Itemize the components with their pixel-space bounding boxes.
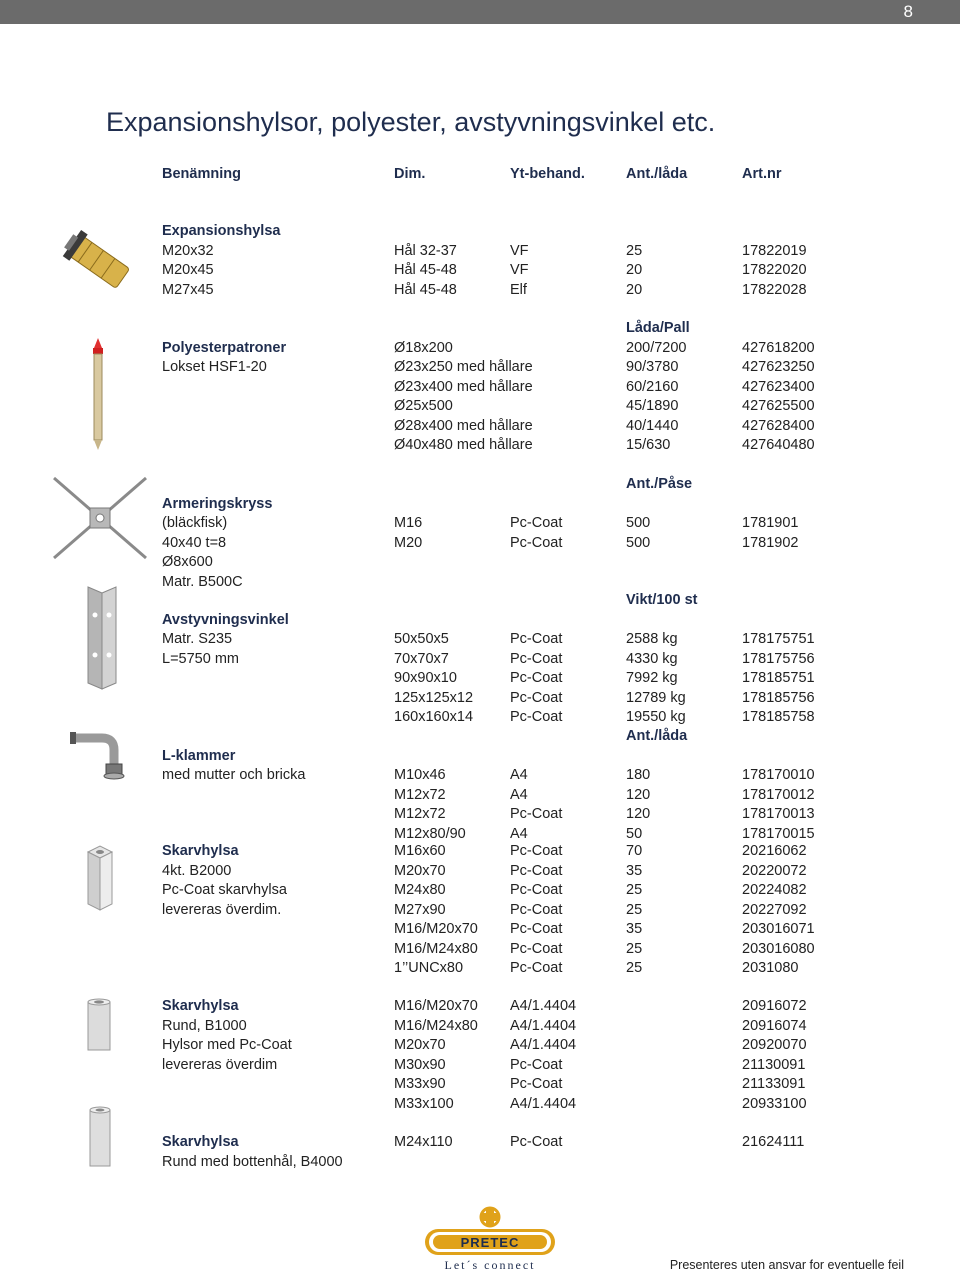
surface-cell: A4 <box>510 786 528 803</box>
dimension-cell: M20x70 <box>394 862 446 879</box>
product-name: Polyesterpatroner <box>162 339 287 356</box>
article-number-cell: 178170010 <box>742 767 815 783</box>
dimension-cell: M24x110 <box>394 1134 453 1150</box>
quantity-cell: 25 <box>626 940 643 957</box>
quantity-cell: 50 <box>626 825 643 842</box>
article-number-cell: 20227092 <box>742 901 807 918</box>
dimension-cell: M16x60 <box>394 843 446 859</box>
surface-cell: Pc-Coat <box>510 709 563 725</box>
article-number-cell: 427618200 <box>742 339 815 356</box>
quantity-cell: 200/7200 <box>626 339 687 356</box>
dimension-cell: 160x160x14 <box>394 709 474 725</box>
article-number-cell: 20216062 <box>742 843 807 859</box>
surface-cell: Pc-Coat <box>510 862 563 879</box>
article-number-cell: 20220072 <box>742 862 807 879</box>
dimension-cell: M20x70 <box>394 1037 446 1053</box>
dimension-cell: M20 <box>394 534 423 551</box>
surface-cell: Pc-Coat <box>510 515 563 531</box>
dimension-cell: Ø18x200 <box>394 339 453 356</box>
product-description: Hylsor med Pc-Coat <box>162 1037 292 1053</box>
l-clamp-image <box>68 726 130 780</box>
quantity-cell: 40/1440 <box>626 417 679 434</box>
dimension-cell: M27x90 <box>394 901 446 918</box>
quantity-cell: 25 <box>626 242 643 259</box>
quantity-cell: 120 <box>626 806 651 822</box>
surface-cell: A4 <box>510 767 528 783</box>
product-description: Matr. B500C <box>162 573 243 590</box>
round-sleeve-image <box>84 998 114 1054</box>
dimension-cell: Ø25x500 <box>394 398 453 414</box>
article-number-cell: 20920070 <box>742 1037 807 1053</box>
quantity-cell: 35 <box>626 921 643 937</box>
surface-cell: VF <box>510 242 529 259</box>
dimension-cell: M16/M24x80 <box>394 1017 478 1034</box>
stiffening-angle-image <box>84 585 120 691</box>
product-description: 40x40 t=8 <box>162 534 227 551</box>
product-description: Rund, B1000 <box>162 1017 247 1034</box>
product-description: Ø8x600 <box>162 554 213 570</box>
article-number-cell: 178170013 <box>742 806 815 822</box>
surface-cell: Pc-Coat <box>510 940 563 957</box>
quantity-cell: 20 <box>626 262 643 278</box>
section-subheader: Låda/Pall <box>626 320 690 336</box>
dimension-cell: 70x70x7 <box>394 650 449 667</box>
product-description: M27x45 <box>162 281 214 298</box>
quantity-cell: 500 <box>626 534 651 551</box>
article-number-cell: 17822020 <box>742 262 807 278</box>
header-article-number: Art.nr <box>742 166 782 182</box>
product-description: levereras överdim <box>162 1056 278 1073</box>
article-number-cell: 427628400 <box>742 417 815 434</box>
dimension-cell: M10x46 <box>394 767 446 783</box>
dimension-cell: Ø23x250 med hållare <box>394 359 533 375</box>
quantity-cell: 15/630 <box>626 437 671 453</box>
product-name: Skarvhylsa <box>162 843 239 859</box>
surface-cell: A4/1.4404 <box>510 998 577 1014</box>
quantity-cell: 500 <box>626 515 651 531</box>
square-sleeve-image <box>84 844 116 914</box>
quantity-cell: 25 <box>626 882 643 898</box>
quantity-cell: 35 <box>626 862 643 879</box>
surface-cell: Pc-Coat <box>510 806 563 822</box>
dimension-cell: M16/M20x70 <box>394 921 478 937</box>
dimension-cell: 1’’UNCx80 <box>394 960 464 976</box>
dimension-cell: M12x80/90 <box>394 825 466 842</box>
dimension-cell: M33x100 <box>394 1095 454 1112</box>
article-number-cell: 1781902 <box>742 534 799 551</box>
surface-cell: A4/1.4404 <box>510 1017 577 1034</box>
surface-cell: Pc-Coat <box>510 1076 563 1092</box>
dimension-cell: 125x125x12 <box>394 689 474 706</box>
article-number-cell: 21133091 <box>742 1076 806 1092</box>
article-number-cell: 178185751 <box>742 670 815 686</box>
product-description: Lokset HSF1-20 <box>162 359 267 375</box>
quantity-cell: 45/1890 <box>626 398 679 414</box>
product-description: Rund med bottenhål, B4000 <box>162 1153 343 1170</box>
article-number-cell: 178175756 <box>742 650 815 667</box>
product-description: Pc-Coat skarvhylsa <box>162 882 287 898</box>
article-number-cell: 20916074 <box>742 1017 807 1034</box>
product-name: L-klammer <box>162 747 236 764</box>
product-name: Expansionshylsa <box>162 223 281 239</box>
article-number-cell: 178185758 <box>742 709 815 725</box>
article-number-cell: 178175751 <box>742 631 815 647</box>
article-number-cell: 427623250 <box>742 359 815 375</box>
article-number-cell: 21624111 <box>742 1134 805 1150</box>
product-description: M20x45 <box>162 262 214 278</box>
dimension-cell: M24x80 <box>394 882 446 898</box>
bottom-hole-sleeve-image <box>86 1106 114 1170</box>
surface-cell: Pc-Coat <box>510 901 563 918</box>
top-bar <box>0 0 960 24</box>
dimension-cell: M16/M24x80 <box>394 940 478 957</box>
dimension-cell: Hål 45-48 <box>394 281 457 298</box>
surface-cell: Pc-Coat <box>510 843 563 859</box>
header-quantity: Ant./låda <box>626 166 688 182</box>
article-number-cell: 427640480 <box>742 437 815 453</box>
product-name: Avstyvningsvinkel <box>162 611 289 628</box>
page-number: 8 <box>903 2 913 21</box>
product-description: med mutter och bricka <box>162 767 306 783</box>
surface-cell: Pc-Coat <box>510 650 563 667</box>
article-number-cell: 203016080 <box>742 940 815 957</box>
surface-cell: Pc-Coat <box>510 689 563 706</box>
article-number-cell: 2031080 <box>742 960 799 976</box>
dimension-cell: M33x90 <box>394 1076 446 1092</box>
expansion-sleeve-image <box>60 226 138 298</box>
section-subheader: Ant./låda <box>626 728 688 744</box>
surface-cell: A4/1.4404 <box>510 1095 577 1112</box>
footer-disclaimer: Presenteres uten ansvar for eventuelle feil <box>669 1258 904 1272</box>
surface-cell: Pc-Coat <box>510 1134 563 1150</box>
article-number-cell: 1781901 <box>742 515 799 531</box>
quantity-cell: 20 <box>626 281 643 298</box>
polyester-cartridge-image <box>86 336 110 452</box>
quantity-cell: 180 <box>626 767 651 783</box>
dimension-cell: M16 <box>394 515 423 531</box>
product-name: Armeringskryss <box>162 495 273 512</box>
dimension-cell: Ø40x480 med hållare <box>394 437 533 453</box>
header-name: Benämning <box>162 166 241 182</box>
surface-cell: Pc-Coat <box>510 882 563 898</box>
page-title: Expansionshylsor, polyester, avstyvningsvinkel etc. <box>106 107 716 137</box>
article-number-cell: 178170015 <box>742 825 815 842</box>
quantity-cell: 25 <box>626 901 643 918</box>
surface-cell: Pc-Coat <box>510 534 563 551</box>
product-name: Skarvhylsa <box>162 1134 239 1150</box>
article-number-cell: 178185756 <box>742 689 815 706</box>
product-description: levereras överdim. <box>162 901 282 918</box>
quantity-cell: 120 <box>626 786 651 803</box>
product-description: Matr. S235 <box>162 631 233 647</box>
article-number-cell: 203016071 <box>742 921 815 937</box>
section-subheader: Ant./Påse <box>626 476 693 492</box>
surface-cell: Pc-Coat <box>510 631 563 647</box>
surface-cell: A4 <box>510 825 528 842</box>
article-number-cell: 20916072 <box>742 998 807 1014</box>
svg-text:Let´s connect: Let´s connect <box>444 1258 536 1272</box>
surface-cell: Pc-Coat <box>510 670 563 686</box>
section-subheader: Vikt/100 st <box>626 592 698 608</box>
quantity-cell: 12789 kg <box>626 689 686 706</box>
surface-cell: Pc-Coat <box>510 921 563 937</box>
surface-cell: A4/1.4404 <box>510 1037 577 1053</box>
article-number-cell: 427625500 <box>742 398 815 414</box>
product-description: 4kt. B2000 <box>162 862 232 879</box>
dimension-cell: 90x90x10 <box>394 670 457 686</box>
product-description: (bläckfisk) <box>162 515 228 531</box>
quantity-cell: 70 <box>626 843 643 859</box>
quantity-cell: 19550 kg <box>626 709 686 725</box>
article-number-cell: 20224082 <box>742 882 807 898</box>
article-number-cell: 21130091 <box>742 1056 806 1073</box>
dimension-cell: Ø23x400 med hållare <box>394 378 533 395</box>
pretec-logo <box>415 1205 565 1273</box>
article-number-cell: 17822019 <box>742 242 807 259</box>
quantity-cell: 7992 kg <box>626 670 678 686</box>
product-description: M20x32 <box>162 242 214 259</box>
quantity-cell: 90/3780 <box>626 359 679 375</box>
article-number-cell: 178170012 <box>742 786 815 803</box>
quantity-cell: 60/2160 <box>626 378 679 395</box>
article-number-cell: 427623400 <box>742 378 815 395</box>
rebar-cross-image <box>50 474 150 562</box>
dimension-cell: 50x50x5 <box>394 631 449 647</box>
dimension-cell: M30x90 <box>394 1056 446 1073</box>
dimension-cell: Ø28x400 med hållare <box>394 417 533 434</box>
svg-text:PRETEC: PRETEC <box>460 1235 520 1250</box>
quantity-cell: 2588 kg <box>626 631 678 647</box>
article-number-cell: 20933100 <box>742 1095 807 1112</box>
surface-cell: Pc-Coat <box>510 960 563 976</box>
article-number-cell: 17822028 <box>742 281 807 298</box>
surface-cell: Pc-Coat <box>510 1056 563 1073</box>
product-name: Skarvhylsa <box>162 998 239 1014</box>
product-description: L=5750 mm <box>162 650 239 667</box>
quantity-cell: 4330 kg <box>626 650 678 667</box>
surface-cell: VF <box>510 262 529 278</box>
dimension-cell: M12x72 <box>394 786 446 803</box>
dimension-cell: M12x72 <box>394 806 446 822</box>
dimension-cell: Hål 45-48 <box>394 262 457 278</box>
quantity-cell: 25 <box>626 960 643 976</box>
dimension-cell: Hål 32-37 <box>394 242 457 259</box>
header-dimension: Dim. <box>394 166 426 182</box>
header-surface: Yt-behand. <box>510 166 585 182</box>
surface-cell: Elf <box>510 281 527 298</box>
dimension-cell: M16/M20x70 <box>394 998 478 1014</box>
